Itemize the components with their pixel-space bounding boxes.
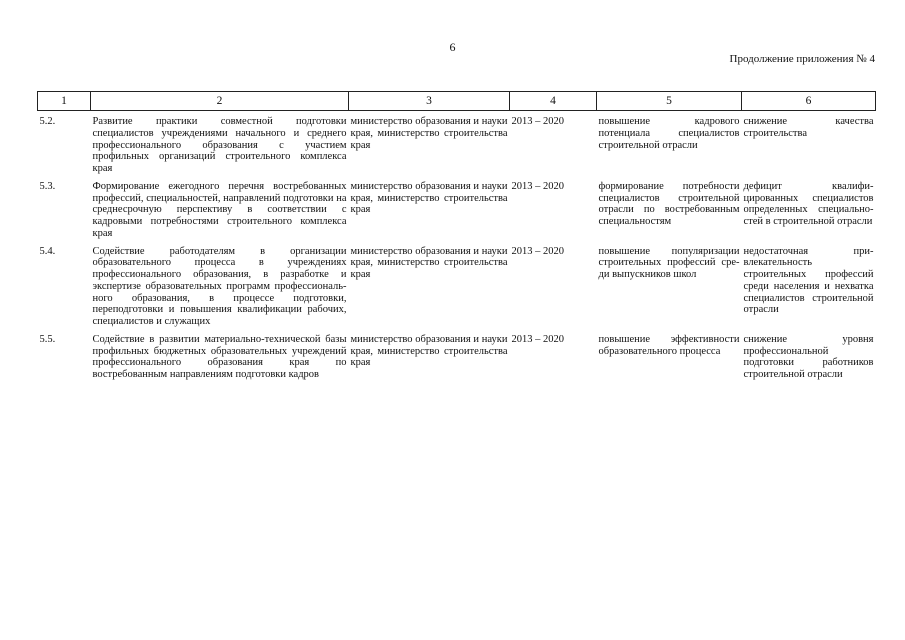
- result-cell: повышение эффективности образовательного процесса: [598, 333, 740, 357]
- item-number: 5.2.: [39, 116, 56, 127]
- page-number: 6: [449, 40, 456, 54]
- table-row: [38, 246, 876, 334]
- period-cell: 2013 – 2020: [511, 116, 564, 127]
- header-row: [38, 92, 876, 111]
- period-cell: 2013 – 2020: [511, 180, 564, 192]
- table-row: [38, 111, 876, 181]
- executor-cell: министерство образования и науки края, министерство строительства края: [350, 116, 508, 151]
- item-number: 5.3.: [39, 180, 56, 192]
- executor-cell: министерство образования и науки края, министерство строительства края: [350, 333, 508, 369]
- appendix-table: [37, 91, 876, 387]
- executor-cell: министерство образования и науки края, министерство строительства края: [350, 245, 508, 280]
- column-header: 6: [742, 92, 876, 111]
- activity-cell: Содействие в развитии материально-технической базы профильных бюджетных образовательных учреждений профессионального образования края по востребованным направлениям подготовки кадров: [92, 333, 347, 380]
- activity-cell: Развитие практики совместной подготовки специалистов учреждениями начального и среднего профессионального образования с участием профильных организаций строительного комплекса края: [92, 116, 347, 174]
- appendix-continuation: Продолжение приложения № 4: [729, 53, 875, 65]
- activity-cell: Содействие работодателям в организации образовательного процесса в учреждениях профессионального образования, в разработке и экспертизе образовательных программ профессионального образования, в процессе подготовки, переподготовки и повышения квалификации рабочих, специалистов и служащих: [92, 245, 347, 327]
- column-header: 2: [91, 92, 349, 111]
- period-cell: 2013 – 2020: [511, 333, 564, 345]
- column-header: 5: [597, 92, 742, 111]
- table-row: [38, 181, 876, 246]
- period-cell: 2013 – 2020: [511, 245, 564, 257]
- executor-cell: министерство образования и науки края, министерство строительства края: [350, 180, 508, 216]
- risk-cell: снижение уровня профессиональной подготовки работников строительной отрасли: [743, 333, 874, 380]
- column-header: 3: [349, 92, 510, 111]
- item-number: 5.5.: [39, 333, 56, 345]
- column-header: 1: [38, 92, 91, 111]
- table-row: [38, 334, 876, 387]
- risk-cell: снижение качества строительства: [743, 116, 874, 139]
- result-cell: повышение кадрового потенциала специалистов строительной отрасли: [598, 116, 740, 151]
- result-cell: повышение популяризации строительных профессий среди выпускников школ: [598, 245, 740, 280]
- activity-cell: Формирование ежегодного перечня востребованных профессий, специальностей, направлений подготовки на среднесрочную перспективу в соответствии с кадровыми потребностями строительного комплекса края: [92, 180, 347, 239]
- risk-cell: недостаточная привлекательность строительных профессий среди населения и нехватка специалистов строительной отрасли: [743, 245, 874, 316]
- risk-cell: дефицит квалифицированных специалистов определенных специальностей в строительной отрасли: [743, 180, 874, 227]
- column-header: 4: [510, 92, 597, 111]
- result-cell: формирование потребности специалистов строительной отрасли по востребованным специальностям: [598, 180, 740, 227]
- item-number: 5.4.: [39, 245, 56, 257]
